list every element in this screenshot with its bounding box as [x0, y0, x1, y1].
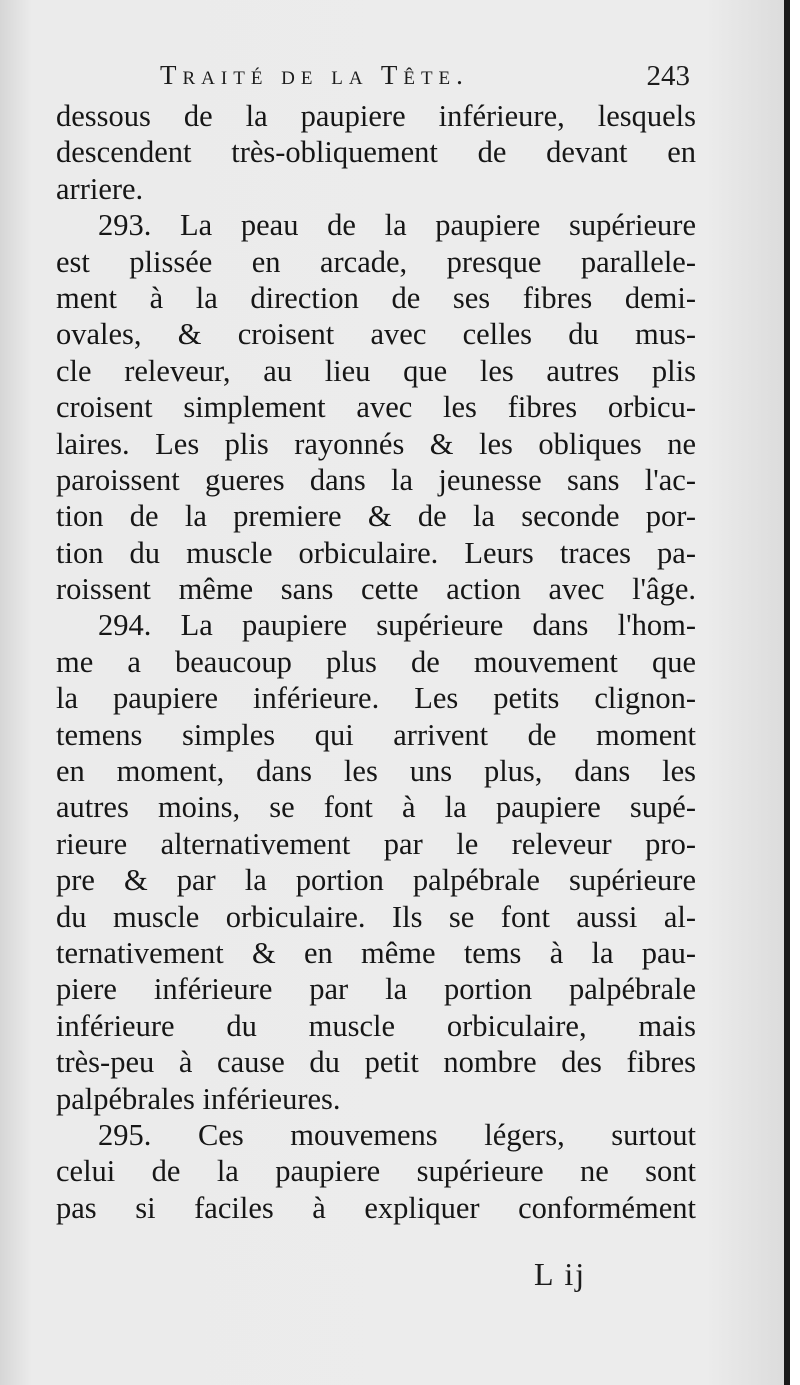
text-line: tion de la premiere & de la seconde por- [56, 499, 696, 534]
text-line: palpébrales inférieures. [56, 1081, 341, 1116]
text-line: ment à la direction de ses fibres demi- [56, 280, 696, 315]
body-text [56, 98, 696, 1226]
signature-mark: L ij [534, 1256, 587, 1292]
text-line: inférieure du muscle orbiculaire, mais [56, 1008, 696, 1043]
text-line: en moment, dans les uns plus, dans les [56, 754, 696, 789]
text-line: rieure alternativement par le releveur pro- [56, 826, 696, 861]
paragraph-295-start: 295. Ces mouvemens légers, surtout [98, 1117, 696, 1152]
text-line: me a beaucoup plus de mouvement que [56, 644, 696, 679]
text-line: tion du muscle orbiculaire. Leurs traces pa- [56, 535, 696, 570]
text-line: piere inférieure par la portion palpébrale [56, 972, 696, 1007]
text-line: est plissée en arcade, presque parallele- [56, 244, 696, 279]
text-line: roissent même sans cette action avec l'âge. [56, 572, 696, 607]
page-header [160, 58, 690, 98]
text-line: paroissent gueres dans la jeunesse sans l'ac- [56, 462, 696, 497]
text-line: pas si faciles à expliquer conformément [56, 1190, 696, 1225]
page-number: 243 [646, 60, 690, 92]
text-line: ovales, & croisent avec celles du mus- [56, 317, 696, 352]
paragraph-293-start: 293. La peau de la paupiere supérieure [98, 208, 696, 243]
text-line: cle releveur, au lieu que les autres plis [56, 353, 696, 388]
paragraph-294-start: 294. La paupiere supérieure dans l'hom- [98, 608, 696, 643]
text-line: la paupiere inférieure. Les petits clignon- [56, 681, 696, 716]
running-title: Traité de la Tête. [160, 60, 469, 90]
text-line: très-peu à cause du petit nombre des fibres [56, 1045, 696, 1080]
text-line: du muscle orbiculaire. Ils se font aussi al- [56, 899, 696, 934]
text-line: autres moins, se font à la paupiere supé- [56, 790, 696, 825]
text-line: ternativement & en même tems à la pau- [56, 935, 696, 970]
text-line: laires. Les plis rayonnés & les obliques ne [56, 426, 696, 461]
text-line: descendent très-obliquement de devant en [56, 135, 696, 170]
text-line: temens simples qui arrivent de moment [56, 717, 696, 752]
text-line: croisent simplement avec les fibres orbicu- [56, 390, 696, 425]
text-line: arriere. [56, 171, 144, 206]
text-line: dessous de la paupiere inférieure, lesquels [56, 99, 696, 133]
text-line: celui de la paupiere supérieure ne sont [56, 1154, 696, 1189]
text-line: pre & par la portion palpébrale supérieure [56, 863, 696, 898]
